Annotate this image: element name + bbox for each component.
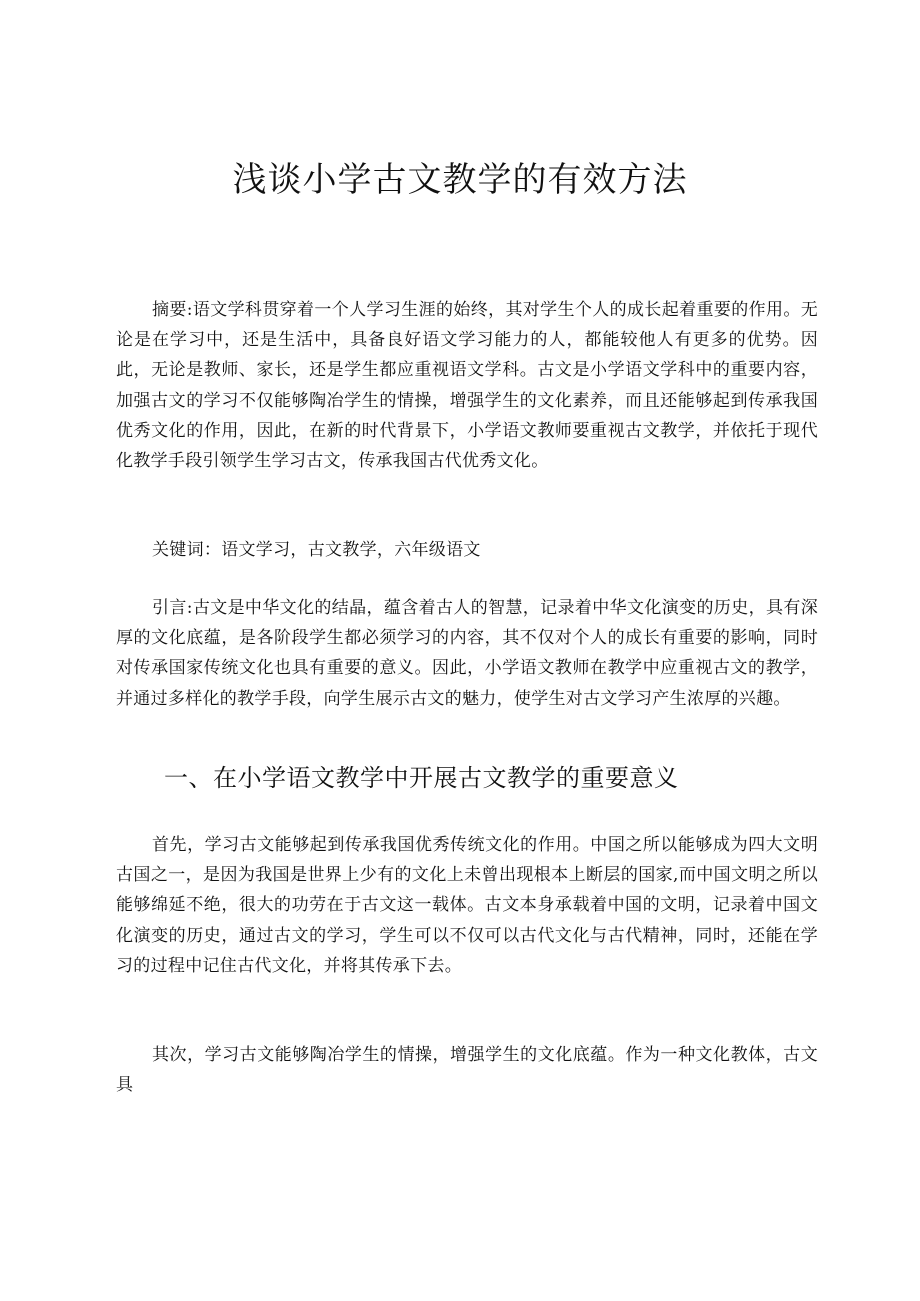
introduction-paragraph: 引言:古文是中华文化的结晶，蕴含着古人的智慧，记录着中华文化演变的历史，具有深厚的文化底蕴，是各阶段学生都必须学习的内容，其不仅对个人的成长有重要的影响，同时对传承国家传统文化也具有重要的意义。因此，小学语文教师在教学中应重视古文的教学，并通过多样化的教学手段，向学生展示古文的魅力，使学生对古文学习产生浓厚的兴趣。 xyxy=(116,598,818,709)
section-1-heading: 一、在小学语文教学中开展古文教学的重要意义 xyxy=(164,764,679,792)
document-title: 浅谈小学古文教学的有效方法 xyxy=(232,160,688,200)
section-1-paragraph-2: 其次，学习古文能够陶冶学生的情操，增强学生的文化底蕴。作为一种文化教体，古文具 xyxy=(116,1045,818,1096)
section-1-paragraph-1: 首先，学习古文能够起到传承我国优秀传统文化的作用。中国之所以能够成为四大文明古国之一，是因为我国是世界上少有的文化上未曾出现根本上断层的国家,而中国文明之所以能够绵延不绝，很大的功劳在于古文这一载体。古文本身承载着中国的文明，记录着中国文化演变的历史，通过古文的学习，学生可以不仅可以古代文化与古代精神，同时，还能在学习的过程中记住古代文化，并将其传承下去。 xyxy=(116,835,818,976)
abstract-paragraph: 摘要:语文学科贯穿着一个人学习生涯的始终，其对学生个人的成长起着重要的作用。无论是在学习中，还是生活中，具备良好语文学习能力的人，都能较他人有更多的优势。因此，无论是教师、家长，还是学生都应重视语文学科。古文是小学语文学科中的重要内容，加强古文的学习不仅能够陶冶学生的情操，增强学生的文化素养，而且还能够起到传承我国优秀文化的作用，因此，在新的时代背景下，小学语文教师要重视古文教学，并依托于现代化教学手段引领学生学习古文，传承我国古代优秀文化。 xyxy=(116,300,818,472)
keywords-paragraph: 关键词：语文学习，古文教学，六年级语文 xyxy=(152,540,481,560)
